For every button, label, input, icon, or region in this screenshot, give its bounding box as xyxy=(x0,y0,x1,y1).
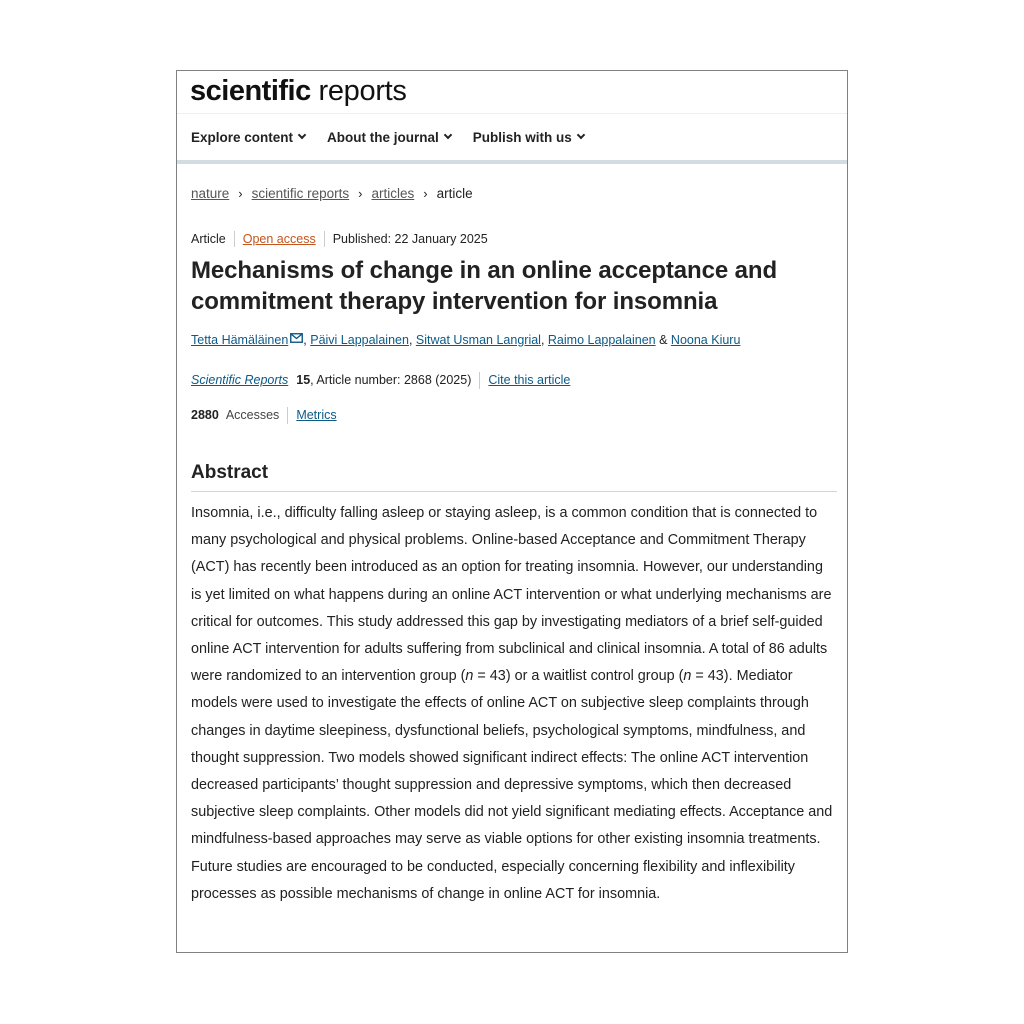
site-logo[interactable]: scientific reports xyxy=(190,75,407,107)
chevron-right-icon: › xyxy=(238,185,243,201)
cite-this-article-link[interactable]: Cite this article xyxy=(488,373,571,387)
browser-page-frame xyxy=(176,70,848,953)
accesses-label: Accesses xyxy=(225,408,280,422)
article-content xyxy=(177,184,847,908)
published-date: Published: 22 January 2025 xyxy=(332,232,488,246)
breadcrumb-scientific-reports[interactable]: scientific reports xyxy=(251,185,350,201)
chevron-right-icon: › xyxy=(358,185,363,201)
chevron-right-icon: › xyxy=(423,185,428,201)
breadcrumb xyxy=(191,184,837,202)
breadcrumb-nature[interactable]: nature xyxy=(191,185,230,201)
site-header xyxy=(177,71,847,114)
accesses-count: 2880 xyxy=(191,408,219,422)
article-number: , Article number: 2868 (2025) xyxy=(310,373,472,387)
breadcrumb-articles[interactable]: articles xyxy=(371,185,415,201)
nav-about-the-journal[interactable]: About the journal xyxy=(327,130,451,145)
abstract-text: Insomnia, i.e., difficulty falling asleep or staying asleep, is a common condition that is connected to many psychological and physical problems. Online-based Acceptance and Commitment Therapy (ACT) has recently been introduced as an option for treating insomnia. However, our understanding is yet limited on what happens during an online ACT intervention or what underlying mechanisms are critical for outcomes. This study addressed this gap by investigating mediators of a brief self-guided online ACT intervention for adults suffering from subclinical and clinical insomnia. A total of 86 adults were randomized to an intervention group (n = 43) or a waitlist control group (n = 43). Mediator models were used to investigate the effects of online ACT on subjective sleep complaints through changes in daytime sleepiness, dysfunctional beliefs, psychological symptoms, mindfulness, and thought suppression. Two models showed significant indirect effects: The online ACT intervention decreased participants’ thought suppression and depressive symptoms, which then decreased subjective sleep complaints. Other models did not yield significant mediating effects. Acceptance and mindfulness-based approaches may serve as viable options for other existing insomnia treatments. Future studies are encouraged to be conducted, especially concerning flexibility and inflexibility processes as possible mechanisms of change in online ACT for insomnia. xyxy=(191,505,833,902)
citation-line xyxy=(191,371,837,389)
article-stats xyxy=(191,406,837,424)
main-nav xyxy=(177,114,847,164)
author-list: Tetta Hämäläinen , Päivi Lappalainen, Sitwat Usman Langrial, Raimo Lappalainen & Noona Kiuru xyxy=(191,333,741,347)
divider xyxy=(324,231,325,247)
breadcrumb-current: article xyxy=(436,185,473,201)
article-meta xyxy=(191,231,837,247)
chevron-down-icon xyxy=(444,131,452,139)
chevron-down-icon xyxy=(577,131,585,139)
chevron-down-icon xyxy=(298,131,306,139)
mail-icon[interactable] xyxy=(290,333,303,343)
divider xyxy=(287,407,288,424)
author-link[interactable]: Sitwat Usman Langrial xyxy=(415,333,541,347)
nav-explore-content[interactable]: Explore content xyxy=(191,130,305,145)
open-access-link[interactable]: Open access xyxy=(242,232,316,246)
metrics-link[interactable]: Metrics xyxy=(296,408,337,422)
divider xyxy=(234,231,235,247)
author-link[interactable]: Raimo Lappalainen xyxy=(547,333,656,347)
author-link[interactable]: Noona Kiuru xyxy=(670,333,741,347)
divider xyxy=(479,372,480,389)
article-type: Article xyxy=(191,232,226,246)
nav-publish-with-us[interactable]: Publish with us xyxy=(473,130,584,145)
author-link[interactable]: Tetta Hämäläinen xyxy=(191,333,289,347)
author-link[interactable]: Päivi Lappalainen xyxy=(310,333,409,347)
volume-number: 15 xyxy=(296,373,311,387)
abstract-heading: Abstract xyxy=(191,462,837,492)
journal-link[interactable]: Scientific Reports xyxy=(191,373,289,387)
article-title: Mechanisms of change in an online acceptance and commitment therapy intervention for insomnia xyxy=(191,257,778,315)
